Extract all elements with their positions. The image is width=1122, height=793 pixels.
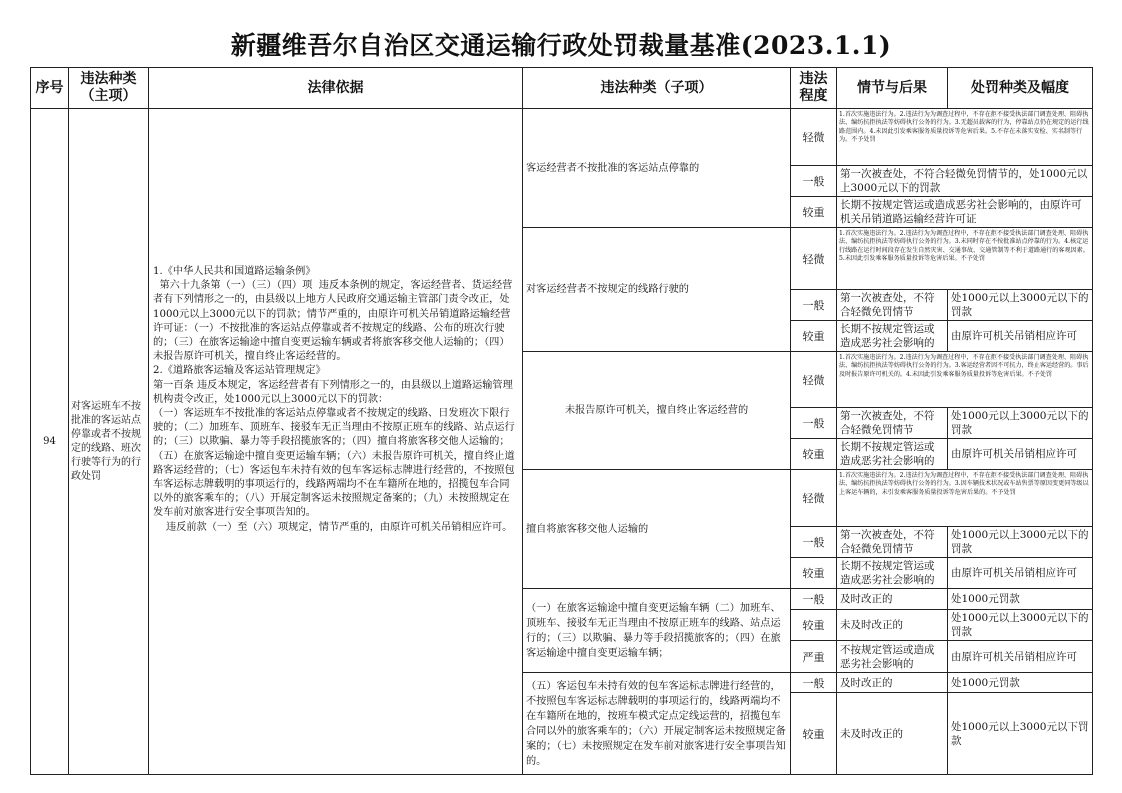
circumstance-cell: 长期不按规定管运或造成恶劣社会影响的 [837,558,948,589]
penalty-cell: 由原许可机关吊销相应许可 [948,321,1093,352]
header-degree: 违法程度 [791,68,837,109]
subitem-2: 对客运经营者不按规定的线路行驶的 [523,228,791,352]
degree-cell: 较重 [791,610,837,641]
main-item-cell: 对客运班车不按批准的客运站点停靠或者不按规定的线路、班次行驶等行为的行政处罚 [69,109,149,775]
degree-cell: 一般 [791,290,837,321]
subitem-3: 未报告原许可机关，擅自终止客运经营的 [523,352,791,470]
circumstance-cell: 及时改正的 [837,589,948,610]
degree-cell: 一般 [791,589,837,610]
subitem-4: 擅自将旅客移交他人运输的 [523,470,791,589]
circumstance-cell: 长期不按规定管运或造成恶劣社会影响的，由原许可机关吊销道路运输经营许可证 [837,197,1093,228]
header-main: 违法种类（主项） [69,68,149,109]
degree-cell: 较重 [791,558,837,589]
circumstance-cell: 1.首次实施违法行为。2.违法行为为调查过程中，不存在拒不接受执法部门调查处理、阻碍执法、编纺抗拒执法等妨碍执行公务的行为。3.客运经营者因不可抗力，终止客运经营的。事后及时报告原许可机关的。4.未因此引发乘客服务质量投诉等危害后果。不予处罚 [837,352,1093,408]
circumstance-cell: 第一次被查处，不符合轻微免罚情节的，处1000元以上3000元以下的罚款 [837,166,1093,197]
circumstance-cell: 长期不按规定管运或造成恶劣社会影响的 [837,321,948,352]
penalty-table [30,67,1093,775]
header-row [31,68,1093,109]
penalty-cell: 处1000元罚款 [948,673,1093,693]
degree-cell: 轻微 [791,470,837,527]
circumstance-cell: 及时改正的 [837,673,948,693]
table-row [31,109,1093,166]
page-title: 新疆维吾尔自治区交通运输行政处罚裁量基准(2023.1.1) [230,31,892,60]
penalty-cell: 处1000元以上3000元以下罚款 [948,693,1093,775]
seq-cell: 94 [31,109,69,775]
header-law: 法律依据 [149,68,523,109]
subitem-1: 客运经营者不按批准的客运站点停靠的 [523,109,791,228]
degree-cell: 一般 [791,527,837,558]
degree-cell: 轻微 [791,109,837,166]
subitem-6: （五）客运包车未持有效的包车客运标志牌进行经营的，不按照包车客运标志牌载明的事项运行的，线路两端均不在车籍所在地的，按班车模式定点定线运营的，招揽包车合同以外的旅客乘车的；（六）开展定制客运未按照规定备案的；（七）未按照规定在发车前对旅客进行安全事项告知的。 [523,673,791,775]
penalty-cell: 处1000元以上3000元以下的罚款 [948,527,1093,558]
circumstance-cell: 未及时改正的 [837,610,948,641]
penalty-cell: 处1000元以上3000元以下的罚款 [948,290,1093,321]
header-sub: 违法种类（子项） [523,68,791,109]
penalty-cell: 由原许可机关吊销相应许可 [948,439,1093,470]
legal-basis-cell: 1.《中华人民共和国道路运输条例》 第六十九条第（一）（三）（四）项 违反本条例的规定，客运经营者、货运经营者有下列情形之一的，由县级以上地方人民政府交通运输主管部门责令改正，处1000元以上3000元以下的罚款；情节严重的，由原许可机关吊销道路运输经营许可证：（一）不按批准的客运站点停靠或者不按规定的线路、公布的班次行驶的；（三）在旅客运输途中擅自变更运输车辆或者将旅客移交他人运输的；（四）未报告原许可机关，擅自终止客运经营的。 2.《道路旅客运输及客运站管理规定》 第一百条 违反本规定，客运经营者有下列情形之一的，由县级以上道路运输管理机构责令改正，处1000元以上3000元以下的罚款： （一）客运班车不按批准的客运站点停靠或者不按规定的线路、日发班次下限行驶的；（二）加班车、顶班车、接驳车无正当理由不按原正班车的线路、站点运行的；（三）以欺骗、暴力等手段招揽旅客的；（四）擅自将旅客移交他人运输的；（五）在旅客运输途中擅自变更运输车辆；（六）未报告原许可机关，擅自终止道路客运经营的；（七）客运包车未持有效的包车客运标志牌进行经营的，不按照包车客运标志牌载明的事项运行的，线路两端均不在车籍所在地的，招揽包车合同以外的旅客乘车的；（八）开展定制客运未按照规定备案的；（九）未按照规定在发车前对旅客进行安全事项告知的。 违反前款（一）至（六）项规定，情节严重的，由原许可机关吊销相应许可。 [149,109,523,775]
circumstance-cell: 1.首次实施违法行为。2.违法行为为调查过程中，不存在拒不接受执法部门调查处理、阻碍执法、编纺抗拒执法等妨碍执行公务的行为。3.因车辆技术状况或车站售票等原因变更同等级以上客运车辆的，未引发乘客服务质量投诉等危害后果的。不予处罚 [837,470,1093,527]
degree-cell: 严重 [791,641,837,673]
degree-cell: 较重 [791,693,837,775]
degree-cell: 一般 [791,673,837,693]
header-circ: 情节与后果 [837,68,948,109]
circumstance-cell: 1.首次实施违法行为。2.违法行为为调查过程中，不存在拒不接受执法部门调查处理、阻碍执法、编纺抗拒执法等妨碍执行公务的行为。3.未同时存在不按批准站点停靠的行为。4.核定运行线路在运行时间段存在发生自然灾害、交通事故、交通管制等不利于道路通行的客观因素。5.未因此引发乘客服务质量投诉等危害后果。不予处罚 [837,228,1093,290]
degree-cell: 轻微 [791,352,837,408]
header-seq: 序号 [31,68,69,109]
penalty-cell: 由原许可机关吊销相应许可 [948,558,1093,589]
penalty-cell: 处1000元以上3000元以下的罚款 [948,408,1093,439]
header-penalty: 处罚种类及幅度 [948,68,1093,109]
degree-cell: 较重 [791,439,837,470]
subitem-5: （一）在旅客运输途中擅自变更运输车辆（二）加班车、顶班车、接驳车无正当理由不按原正班车的线路、站点运行的；（三）以欺骗、暴力等手段招揽旅客的；（四）在旅客运输途中擅自变更运输车辆； [523,589,791,673]
degree-cell: 轻微 [791,228,837,290]
circumstance-cell: 第一次被查处，不符合轻微免罚情节 [837,290,948,321]
circumstance-cell: 1.首次实施违法行为。2.违法行为为调查过程中，不存在拒不接受执法部门调查处理、阻碍执法、编纺抗拒执法等妨碍执行公务的行为。3.无超员载客的行为，停靠站点仍在规定的运行线路范围内。4.未因此引发乘客服务质量投诉等危害后果。5.不存在未落实安检、实名制等行为。不予处罚 [837,109,1093,166]
degree-cell: 一般 [791,166,837,197]
penalty-cell: 处1000元以上3000元以下的罚款 [948,610,1093,641]
degree-cell: 较重 [791,197,837,228]
penalty-cell: 由原许可机关吊销相应许可 [948,641,1093,673]
degree-cell: 一般 [791,408,837,439]
degree-cell: 较重 [791,321,837,352]
circumstance-cell: 第一次被查处，不符合轻微免罚情节 [837,408,948,439]
penalty-cell: 处1000元罚款 [948,589,1093,610]
circumstance-cell: 不按规定管运或造成恶劣社会影响的 [837,641,948,673]
circumstance-cell: 第一次被查处，不符合轻微免罚情节 [837,527,948,558]
circumstance-cell: 长期不按规定管运或造成恶劣社会影响的 [837,439,948,470]
circumstance-cell: 未及时改正的 [837,693,948,775]
